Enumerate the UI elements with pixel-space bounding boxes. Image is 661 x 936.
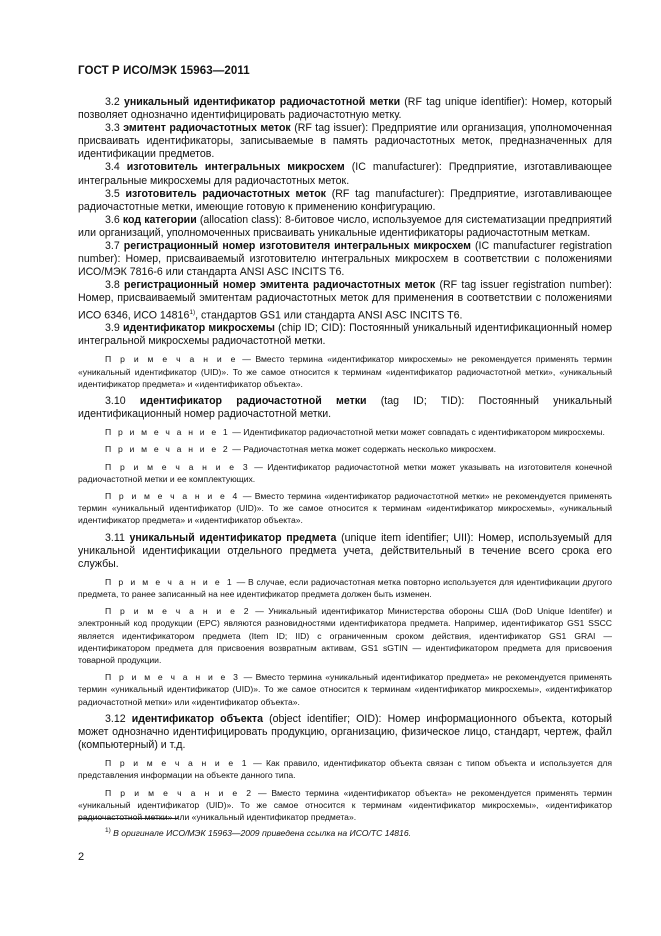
footnote-divider — [78, 818, 178, 819]
document-header: ГОСТ Р ИСО/МЭК 15963—2011 — [78, 65, 250, 77]
footnote-text: В оригинале ИСО/МЭК 15963—2009 приведена ссылка на ИСО/ТС 14816. — [113, 827, 412, 838]
term-title: код категории — [122, 213, 197, 226]
note-text: — Идентификатор радиочастотной метки может совпадать с идентификатором микросхемы. — [232, 427, 605, 438]
term-title: регистрационный номер изготовителя интегральных микросхем — [123, 240, 471, 253]
term-text: (RF tag issuer): Предприятие или организация, уполномоченная присваивать идентификаторы, записываемые в память радиочастотных меток, предназначенных для идентификации предметов. — [78, 122, 613, 161]
note-label: П р и м е ч а н и е 2 — [105, 787, 254, 798]
term-definition — [78, 395, 612, 421]
term-title: уникальный идентификатор радиочастотной метки — [123, 96, 401, 108]
term-text: (unique item identifier; UII): Номер, используемый для уникальной идентификации отдельного предмета учета, действительный в течение всего срока его службы. — [78, 531, 613, 570]
note — [78, 757, 612, 781]
term-title: уникальный идентификатор предмета — [129, 531, 337, 544]
note-text: — Вместо термина «идентификатор радиочастотной метки» не рекомендуется применять термин «уникальный идентификатор (UID)». То же самое относится к терминам «идентификатор микросхемы», «уникальный идентификатор предмета» и «идентификатор объекта». — [78, 490, 612, 526]
term-definition — [78, 532, 612, 571]
term-text: (object identifier; OID): Номер информационного объекта, который может однозначно идентифицировать продукцию, организацию, физическое лицо, стандарт, чертеж, файл (компьютерный) и т.д. — [78, 712, 612, 752]
footnote-ref: 1) — [189, 308, 196, 316]
note-text: — Как правило, идентификатор объекта связан с типом объекта и используется для представления информации на объекте данного типа. — [78, 758, 612, 781]
note-label: П р и м е ч а н и е 1 — [105, 758, 249, 769]
page-number: 2 — [78, 851, 85, 863]
note — [78, 671, 612, 708]
term-number: 3.12 — [105, 712, 126, 725]
note — [78, 443, 612, 455]
term-text-continued: , стандартов GS1 или стандарта ANSI ASC INCITS T6. — [195, 309, 463, 322]
term-number: 3.3 — [105, 122, 120, 135]
note-text: — Вместо термина «идентификатор микросхемы» не рекомендуется применять термин «уникальный идентификатор (UID)». То же самое относится к терминам «идентификатор радиочастотной метки», «уникальный идентификатор предмета» и «идентификатор объекта». — [78, 354, 612, 389]
note-label: П р и м е ч а н и е 1 — [105, 427, 230, 438]
term-definition — [78, 161, 612, 187]
term-text: (chip ID; CID): Постоянный уникальный идентификационный номер интегральной микросхемы радиочастотной метки. — [78, 322, 613, 348]
note-label: П р и м е ч а н и е 3 — [105, 672, 241, 683]
note — [78, 605, 612, 666]
footnote-mark: 1) — [105, 827, 111, 834]
term-title: эмитент радиочастотных меток — [123, 122, 291, 135]
term-number: 3.7 — [105, 240, 120, 253]
term-definition — [78, 322, 612, 348]
term-number: 3.4 — [105, 161, 120, 174]
term-text: (allocation class): 8-битовое число, используемое для систематизации предприятий или организаций, уполномоченных присваивать уникальные идентификаторы радиочастотным меткам. — [78, 213, 612, 239]
note-label: П р и м е ч а н и е 2 — [105, 444, 230, 455]
term-number: 3.11 — [105, 531, 125, 544]
note-text: — Радиочастотная метка может содержать несколько микросхем. — [232, 444, 497, 455]
term-definition — [78, 713, 612, 752]
term-definition — [78, 96, 612, 122]
note-label: П р и м е ч а н и е 3 — [105, 461, 250, 472]
term-number: 3.8 — [105, 279, 120, 292]
term-number: 3.5 — [105, 187, 120, 200]
term-text: (RF tag unique identifier): Номер, который позволяет однозначно идентифицировать радиочастотную метку. — [78, 96, 612, 122]
term-text: (RF tag manufacturer): Предприятие, изготавливающее радиочастотные метки, имеющие готовую к применению конфигурацию. — [78, 187, 613, 213]
note-text: — Вместо термина «идентификатор объекта» не рекомендуется применять термин «уникальный идентификатор (UID)». То же самое относится к терминам «идентификатор микросхемы», «идентификатор радиочастотной метки» или «уникальный идентификатор предмета». — [78, 787, 612, 822]
note-text: — В случае, если радиочастотная метка повторно используется для идентификации другого предмета, то ранее записанный на нее идентификатор предмета должен быть изменен. — [78, 576, 612, 600]
term-title: идентификатор объекта — [131, 712, 263, 725]
term-definition — [78, 240, 612, 279]
term-number: 3.10 — [105, 394, 126, 407]
note — [78, 490, 612, 527]
term-text: (IC manufacturer registration number): Номер, присваиваемый изготовителю интегральных микросхем в соответствии с положениями ИСО/МЭК 7816-6 или стандарта ANSI ASC INCITS T6. — [78, 240, 612, 279]
term-definition — [78, 214, 612, 240]
note — [78, 461, 612, 485]
term-title: идентификатор радиочастотной метки — [139, 394, 367, 407]
note-text: — Идентификатор радиочастотной метки может указывать на изготовителя конечной радиочастотной метки и ее комплектующих. — [78, 461, 612, 484]
term-title: регистрационный номер эмитента радиочастотных меток — [124, 279, 436, 292]
note — [78, 576, 612, 600]
term-title: изготовитель радиочастотных меток — [125, 187, 326, 200]
note — [78, 353, 612, 390]
term-text: (tag ID; TID): Постоянный уникальный идентификационный номер радиочастотной метки. — [78, 394, 612, 421]
term-number: 3.9 — [105, 322, 120, 335]
note-label: П р и м е ч а н и е 1 — [105, 576, 234, 587]
term-definition — [78, 279, 612, 322]
term-definition — [78, 122, 612, 161]
note-text: — Уникальный идентификатор Министерства обороны США (DoD Unique Identifer) и электронный код продукции (EPC) являются разновидностями идентификатора предмета. Например, идентификатор GS1 SSCC является идентификатором предмета (Item ID; IID) с ограниченным сроком действия, идентификатор GS1 GRAI — идентификатором предмета для присвоения возвратным активам, GS1 sGTIN — идентификатором предмета для присвоения товарной продукции. — [78, 606, 612, 666]
term-text: (IC manufacturer): Предприятие, изготавливающее интегральные микросхемы для радиочастотных меток. — [78, 161, 612, 187]
footnote — [78, 827, 612, 838]
note — [78, 426, 612, 438]
term-definition — [78, 188, 612, 214]
note-label: П р и м е ч а н и е — [105, 354, 238, 365]
note-label: П р и м е ч а н и е 4 — [105, 490, 240, 501]
term-number: 3.6 — [105, 213, 120, 226]
note-text: — Вместо термина «уникальный идентификатор предмета» не рекомендуется применять термин «уникальный идентификатор (UID)». То же самое относится к терминам «идентификатор микросхемы», «идентификатор радиочастотной метки» или «идентификатор объекта». — [78, 672, 613, 707]
term-title: идентификатор микросхемы — [122, 322, 275, 335]
term-text: (RF tag issuer registration number): Номер, присваиваемый эмитентам радиочастотных меток для применения в соответствии с положениями ИСО 6346, ИСО 14816 — [78, 279, 612, 322]
term-number: 3.2 — [105, 96, 120, 108]
document-body — [78, 96, 612, 828]
term-title: изготовитель интегральных микросхем — [126, 161, 345, 174]
note-label: П р и м е ч а н и е 2 — [105, 606, 251, 617]
